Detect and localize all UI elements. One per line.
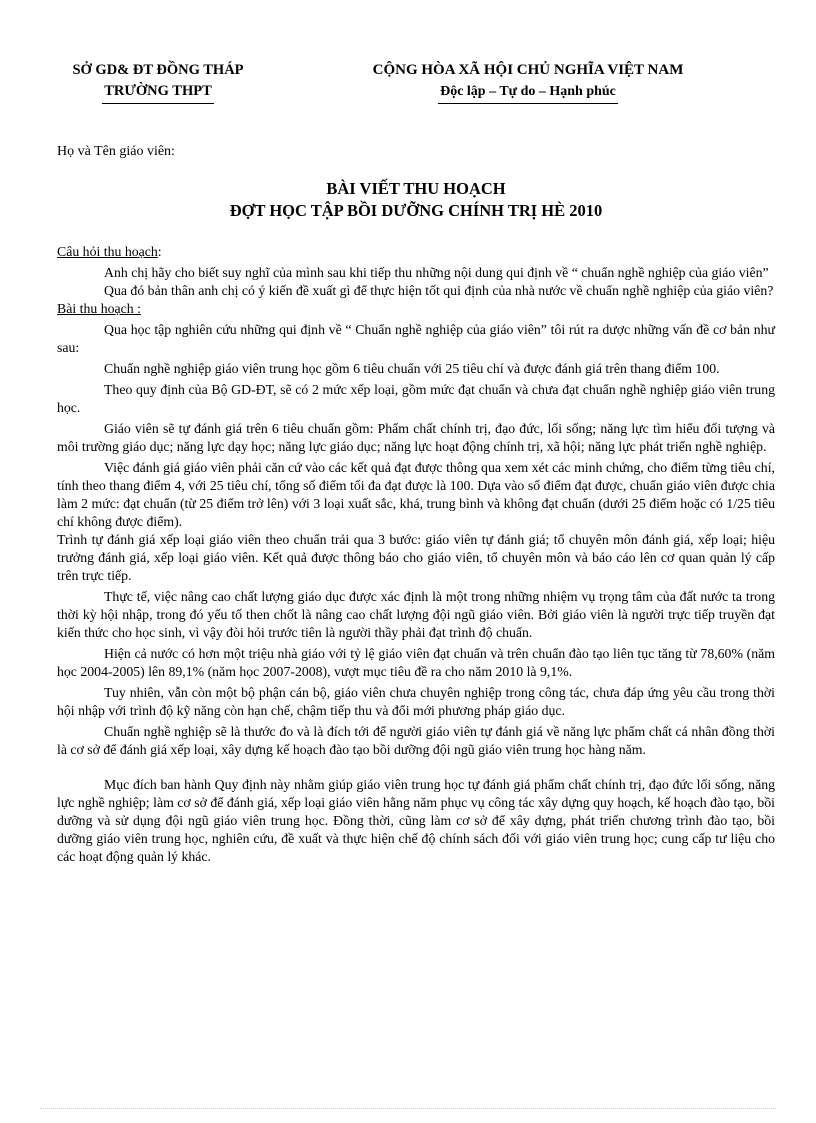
department-name: SỞ GD& ĐT ĐỒNG THÁP: [72, 62, 244, 78]
document-body: [57, 243, 775, 866]
answer-paragraph: Thực tế, việc nâng cao chất lượng giáo dục được xác định là một trong những nhiệm vụ trọng tâm của đất nước ta trong thời kỳ hội nhập, trong đó yếu tố then chốt là nâng cao chất lượng đội ngũ giáo viên. Bởi giáo viên là người trực tiếp truyền đạt kiến thức cho học sinh, vì vậy đòi hỏi trước tiên là người thầy phải đạt trình độ chuẩn.: [57, 589, 775, 640]
title-line-2: ĐỢT HỌC TẬP BỒI DƯỠNG CHÍNH TRỊ HÈ 2010: [229, 201, 603, 220]
questions-heading-text: Câu hỏi thu hoạch: [57, 244, 158, 259]
document-title: [57, 178, 775, 222]
answer-paragraph: Trình tự đánh giá xếp loại giáo viên theo chuẩn trải qua 3 bước: giáo viên tự đánh giá; tổ chuyên môn đánh giá, xếp loại; hiệu trưởng đánh giá, xếp loại giáo viên. Kết quả được thông báo cho giáo viên, tổ chuyên môn và báo cáo lên cơ quan quản lý cấp trên trực tiếp.: [57, 532, 775, 583]
title-line-1: BÀI VIẾT THU HOẠCH: [326, 179, 506, 198]
answer-paragraph: Hiện cả nước có hơn một triệu nhà giáo với tỷ lệ giáo viên đạt chuẩn và trên chuẩn đào tạo liên tục tăng từ 78,60% (năm học 2004-2005) lên 89,1% (năm học 2007-2008), vượt mục tiêu đề ra cho năm 2010 là 9,1%.: [57, 646, 775, 679]
department-header: [40, 60, 276, 104]
national-header: [300, 60, 756, 104]
question-2: Qua đó bản thân anh chị có ý kiến đề xuất gì để thực hiện tốt qui định của nhà nước về chuẩn nghề nghiệp của giáo viên?: [104, 283, 774, 298]
question-1: Anh chị hãy cho biết suy nghĩ của mình sau khi tiếp thu những nội dung qui định về “ chuẩn nghề nghiệp của giáo viên”: [104, 265, 769, 280]
answer-paragraph: Theo quy định của Bộ GD-ĐT, sẽ có 2 mức xếp loại, gồm mức đạt chuẩn và chưa đạt chuẩn nghề nghiệp giáo viên trung học.: [57, 382, 775, 415]
answer-paragraph: Chuẩn nghề nghiệp sẽ là thước đo và là đích tới để người giáo viên tự đánh giá về năng lực phẩm chất cá nhân đồng thời là cơ sở để đánh giá xếp loại, xây dựng kế hoạch đào tạo bồi dưỡng đội ngũ giáo viên trung học hàng năm.: [57, 724, 775, 757]
answer-heading: [57, 300, 775, 318]
questions-heading: [57, 243, 775, 261]
answer-paragraph: Chuẩn nghề nghiệp giáo viên trung học gồm 6 tiêu chuẩn với 25 tiêu chí và được đánh giá trên thang điểm 100.: [104, 361, 720, 376]
answer-paragraph: Qua học tập nghiên cứu những qui định về “ Chuẩn nghề nghiệp của giáo viên” tôi rút ra dược những vấn đề cơ bản như sau:: [57, 322, 775, 355]
answer-paragraph: Mục đích ban hành Quy định này nhằm giúp giáo viên trung học tự đánh giá phẩm chất chính trị, đạo đức lối sống, năng lực nghề nghiệp; làm cơ sở để đánh giá, xếp loại giáo viên hằng năm phục vụ công tác xây dựng quy hoạch, kế hoạch đào tạo, bồi dưỡng và sử dụng đội ngũ giáo viên trung học. Đồng thời, cũng làm cơ sở để xây dựng, phát triển chương trình đào tạo, bồi dưỡng giáo viên trung học, nghiên cứu, đề xuất và thực hiện chế độ chính sách đối với giáo viên trung học; cung cấp tư liệu cho các hoạt động quản lý khác.: [57, 777, 775, 864]
answer-heading-text: Bài thu hoạch :: [57, 301, 141, 316]
answer-paragraph: Giáo viên sẽ tự đánh giá trên 6 tiêu chuẩn gồm: Phẩm chất chính trị, đạo đức, lối sống; năng lực tìm hiểu đối tượng và môi trường giáo dục; năng lực dạy học; năng lực giáo dục; năng lực hoạt động chính trị, xã hội; năng lực phát triển nghề nghiệp.: [57, 421, 775, 454]
national-motto: Độc lập – Tự do – Hạnh phúc: [438, 81, 618, 104]
teacher-name-label: Họ và Tên giáo viên:: [57, 144, 175, 159]
page-bottom-rule: [40, 1108, 776, 1109]
answer-paragraph: Việc đánh giá giáo viên phải căn cứ vào các kết quả đạt được thông qua xem xét các minh chứng, cho điểm từng tiêu chí, tính theo thang điểm 4, với 25 tiêu chí, tổng số điểm tối đa đạt được là 100. Dựa vào số điểm đạt được, chuẩn giáo viên được chia làm 2 mức: đạt chuẩn (từ 25 điểm trở lên) với 3 loại xuất sắc, khá, trung bình và không đạt chuẩn (dưới 25 điểm hoặc có 1/25 tiêu chí không được điểm).: [57, 460, 775, 529]
questions-heading-colon: :: [157, 244, 162, 259]
school-name: TRƯỜNG THPT: [102, 81, 214, 104]
answer-paragraph: Tuy nhiên, vẫn còn một bộ phận cán bộ, giáo viên chưa chuyên nghiệp trong công tác, chưa đáp ứng yêu cầu trong thời hội nhập với trình độ kỹ năng còn hạn chế, chậm tiếp thu và đổi mới phương pháp giáo dục.: [57, 685, 775, 718]
national-title: CỘNG HÒA XÃ HỘI CHỦ NGHĨA VIỆT NAM: [372, 62, 684, 78]
